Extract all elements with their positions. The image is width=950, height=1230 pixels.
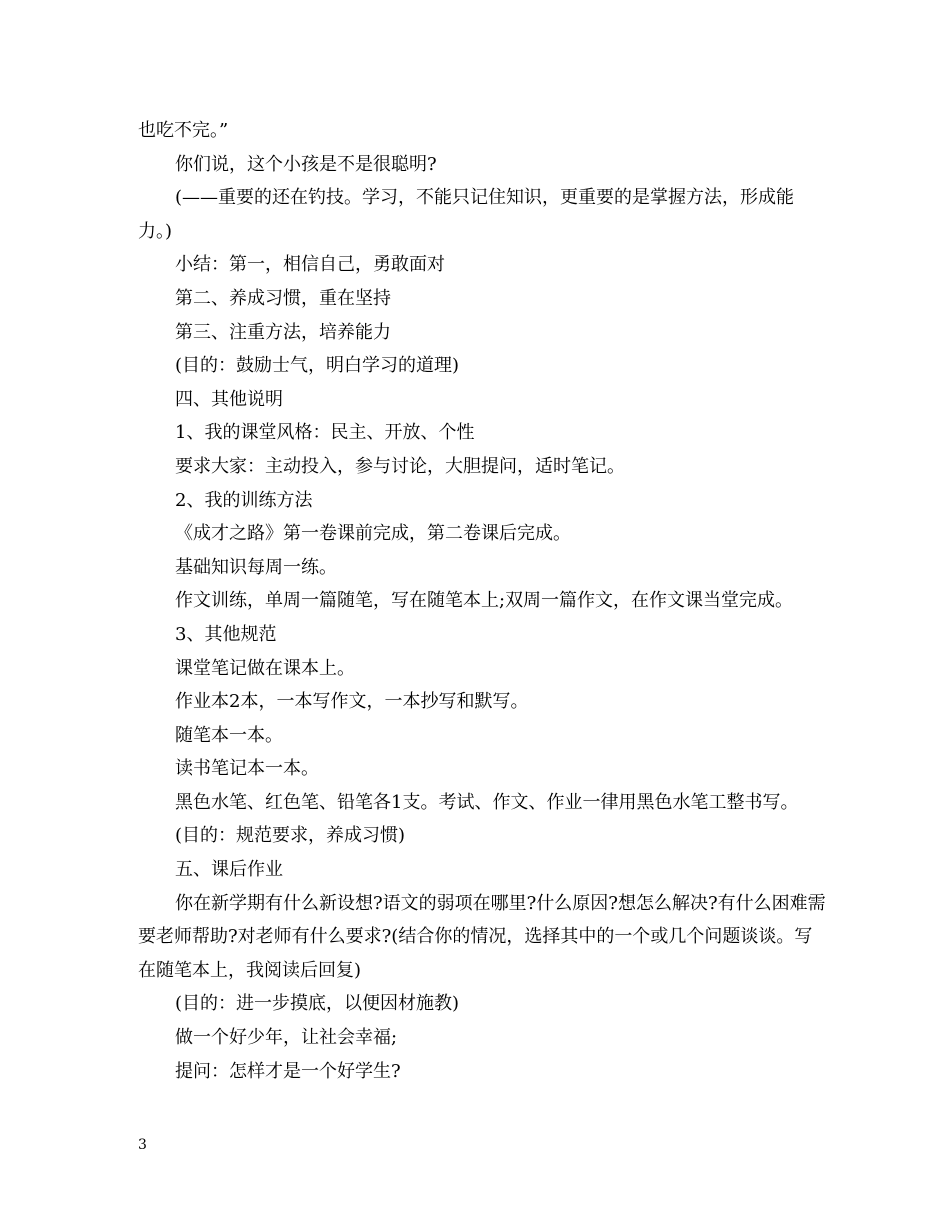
paragraph: 黑色水笔、红色笔、铅笔各1支。考试、作文、作业一律用黑色水笔工整书写。 — [175, 791, 799, 813]
paragraph: 你们说，这个小孩是不是很聪明? — [175, 153, 437, 175]
paragraph: 作文训练，单周一篇随笔，写在随笔本上;双周一篇作文，在作文课当堂完成。 — [175, 590, 794, 612]
paragraph: 第三、注重方法，培养能力 — [175, 321, 391, 343]
paragraph: 基础知识每周一练。 — [175, 556, 337, 578]
paragraph: 小结：第一，相信自己，勇敢面对 — [175, 254, 445, 276]
paragraph: (目的：进一步摸底，以便因材施教) — [175, 993, 460, 1015]
page-number: 3 — [138, 1137, 147, 1153]
paragraph: 读书笔记本一本。 — [175, 758, 319, 780]
paragraph: 课堂笔记做在课本上。 — [175, 657, 355, 679]
paragraph: 3、其他规范 — [175, 623, 277, 645]
paragraph: 1、我的课堂风格：民主、开放、个性 — [175, 422, 475, 444]
paragraph: (目的：规范要求，养成习惯) — [175, 825, 406, 847]
section-heading: 四、其他说明 — [175, 388, 283, 410]
paragraph: (——重要的还在钓技。学习，不能只记住知识，更重要的是掌握方法，形成能力。) — [138, 187, 795, 242]
paragraph: 随笔本一本。 — [175, 724, 283, 746]
paragraph: 做一个好少年，让社会幸福; — [175, 1027, 398, 1049]
paragraph: 第二、养成习惯，重在坚持 — [175, 287, 391, 309]
paragraph: 要求大家：主动投入，参与讨论，大胆提问，适时笔记。 — [175, 455, 625, 477]
document-body — [138, 114, 828, 1088]
paragraph: (目的：鼓励士气，明白学习的道理) — [175, 355, 460, 377]
paragraph: 《成才之路》第一卷课前完成，第二卷课后完成。 — [175, 523, 571, 545]
paragraph: 作业本2本，一本写作文，一本抄写和默写。 — [175, 691, 529, 713]
paragraph: 提问：怎样才是一个好学生? — [175, 1060, 401, 1082]
section-heading: 五、课后作业 — [175, 859, 283, 881]
paragraph: 2、我的训练方法 — [175, 489, 313, 511]
paragraph: 也吃不完。” — [138, 120, 229, 141]
paragraph: 你在新学期有什么新设想?语文的弱项在哪里?什么原因?想怎么解决?有什么困难需要老师帮助?对老师有什么要求?(结合你的情况，选择其中的一个或几个问题谈谈。写在随笔本上，我阅读后回复) — [138, 892, 826, 981]
